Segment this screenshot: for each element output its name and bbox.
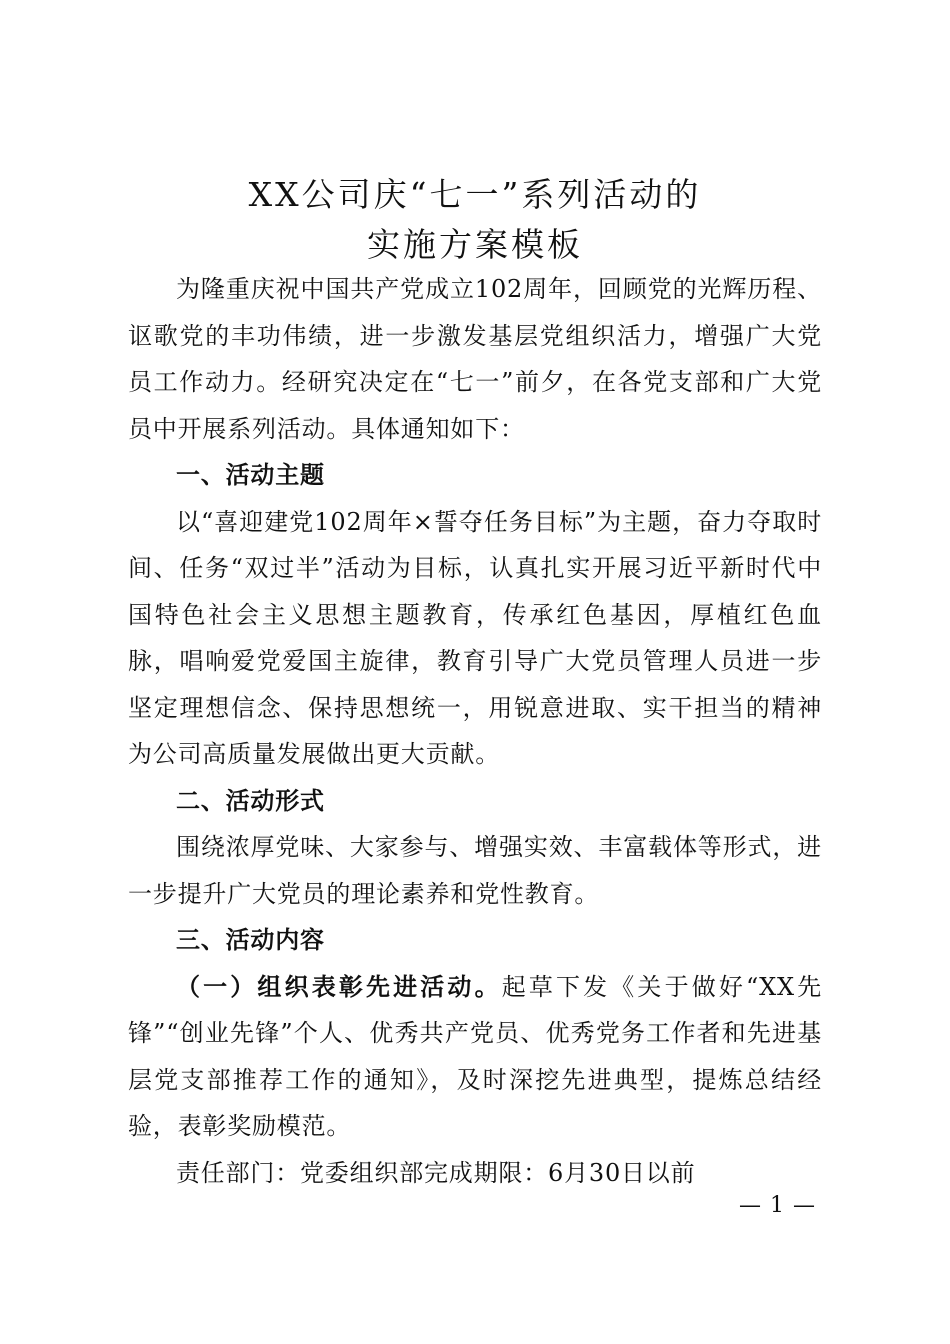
document-body bbox=[128, 266, 822, 1196]
section-paragraph-format: 围绕浓厚党味、大家参与、增强实效、丰富载体等形式，进一步提升广大党员的理论素养和党性教育。 bbox=[128, 833, 822, 908]
document-title-line-1: XX公司庆“七一”系列活动的 bbox=[248, 175, 702, 214]
section-heading-format: 二、活动形式 bbox=[176, 786, 325, 815]
document-title-line-2: 实施方案模板 bbox=[367, 225, 583, 264]
page-number: — 1 — bbox=[739, 1193, 816, 1218]
subsection-text-commendation: 起草下发《关于做好“XX先锋”“创业先锋”个人、优秀共产党员、优秀党务工作者和先进基层党支部推荐工作的通知》，及时深挖先进典型，提炼总结经验，表彰奖励模范。 bbox=[128, 972, 822, 1140]
subsection-title-commendation: （一）组织表彰先进活动。 bbox=[176, 972, 502, 1001]
section-paragraph-theme: 以“喜迎建党102周年×誓夺任务目标”为主题，奋力夺取时间、任务“双过半”活动为目标，认真扎实开展习近平新时代中国特色社会主义思想主题教育，传承红色基因，厚植红色血脉，唱响爱党爱国主旋律，教育引导广大党员管理人员进一步坚定理想信念、保持思想统一，用锐意进取、实干担当的精神为公司高质量发展做出更大贡献。 bbox=[128, 507, 822, 768]
section-heading-content: 三、活动内容 bbox=[176, 926, 325, 954]
subsection-paragraph-commendation bbox=[128, 964, 822, 1150]
responsibility-line: 责任部门：党委组织部完成期限：6月30日以前 bbox=[176, 1158, 696, 1187]
section-heading-theme: 一、活动主题 bbox=[176, 461, 325, 489]
intro-paragraph: 为隆重庆祝中国共产党成立102周年，回顾党的光辉历程、讴歌党的丰功伟绩，进一步激发基层党组织活力，增强广大党员工作动力。经研究决定在“七一”前夕，在各党支部和广大党员中开展系列活动。具体通知如下： bbox=[128, 275, 822, 443]
